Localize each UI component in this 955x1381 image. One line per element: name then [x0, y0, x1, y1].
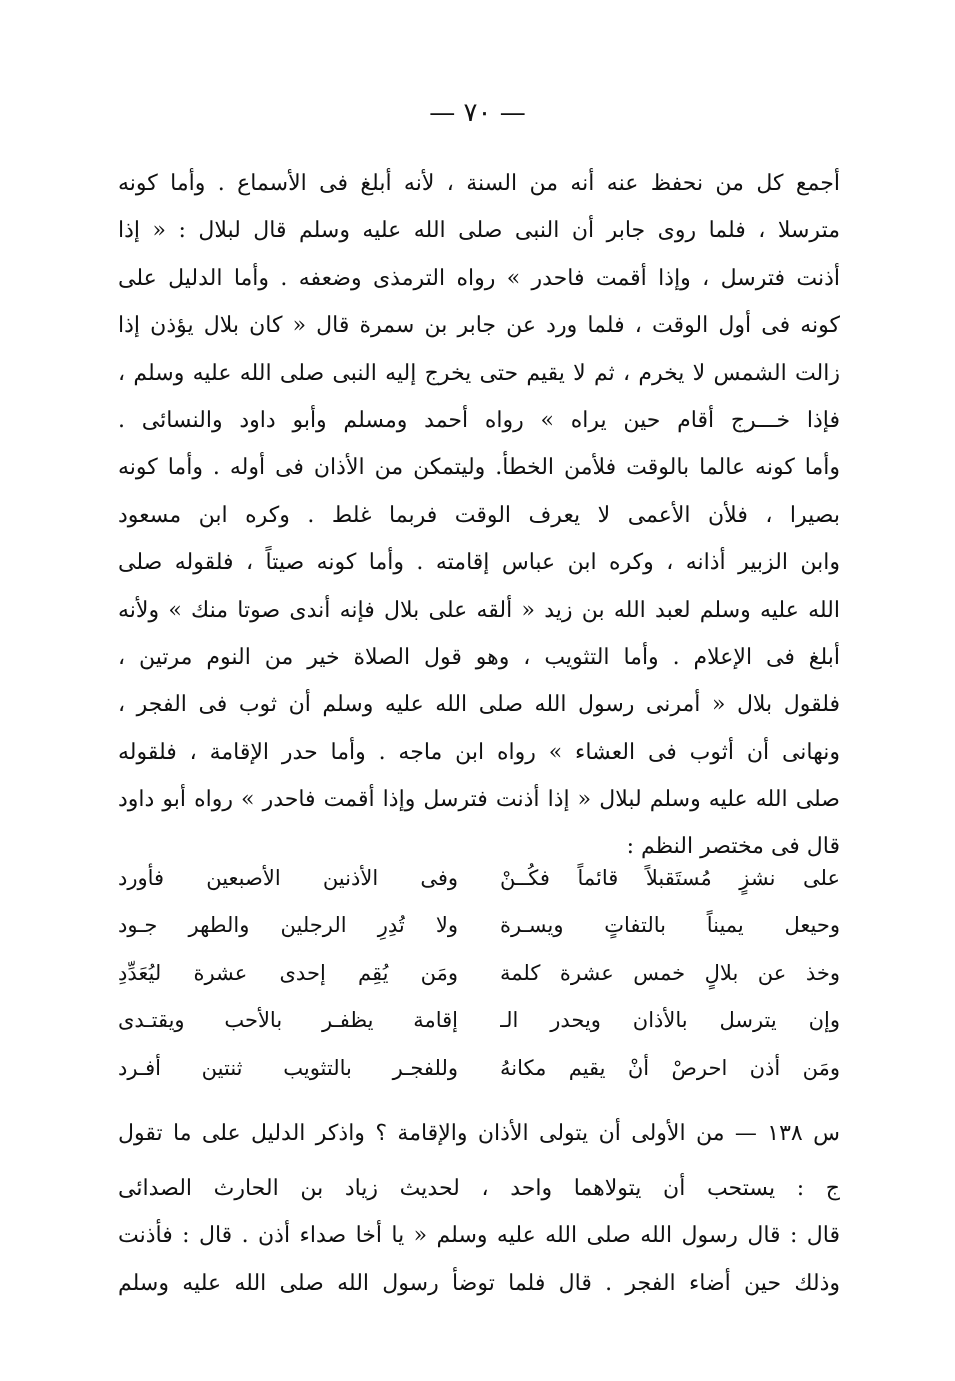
text-line: فلقول بلال « أمرنى رسول الله صلى الله عليه وسلم أن ثوب فى الفجر ،: [118, 692, 840, 718]
text-line: بصيرا ، فلأن الأعمى لا يعرف الوقت فربما غلط . وكره ابن مسعود: [118, 502, 840, 528]
text-line: وذلك حين أضاء الفجر . قال فلما توضأ رسول الله صلى الله عليه وسلم: [118, 1270, 840, 1296]
verse-second-hemistich: ولا تُدِرِ الرجلين والطهر جـود: [118, 913, 458, 938]
text-line: أبلغ فى الإعلام . وأما التثويب ، وهو قول الصلاة خير من النوم مرتين ،: [118, 644, 840, 670]
verse-second-hemistich: وفى الأذنين الأصبعين فأورد: [118, 866, 458, 890]
text-line: زالت الشمس لا يخرم ، ثم لا يقيم حتى يخرج إليه النبى صلى الله عليه وسلم ،: [118, 360, 840, 386]
poem-verse: [118, 902, 840, 949]
text-line: مترسلا ، فلما روى جابر أن النبى صلى الله عليه وسلم قال لبلال : « إذا: [118, 218, 840, 244]
poem-verse: [118, 855, 840, 902]
verse-first-hemistich: وإن يترسل بالأذان ويحدر الـ: [500, 1008, 840, 1033]
text-line: أذنت فترسل ، وإذا أقمت فاحدر » رواه الترمذى وضعفه . وأما الدليل على: [118, 265, 840, 291]
poem-intro-line: قال فى مختصر النظم :: [626, 834, 840, 860]
poem: [118, 855, 840, 1092]
verse-first-hemistich: على نشزٍ مُستَقبلاً قائماً فكُــنْ: [500, 866, 840, 890]
question-heading: س ١٣٨ — من الأولى أن يتولى الأذان والإقامة ؟ واذكر الدليل على ما تقول: [118, 1121, 840, 1146]
verse-second-hemistich: ومَن يُقِم إحدى عشرة ليُعَدِّدِ: [118, 960, 458, 985]
text-line: ونهانى أن أثوب فى العشاء » رواه ابن ماجه . وأما حدر الإقامة ، فلقوله: [118, 739, 840, 765]
answer-text: [118, 1165, 840, 1307]
poem-verse: [118, 950, 840, 997]
text-line: أجمع كل من نحفظ عنه أنه من السنة ، لأنه أبلغ فى الأسماع . وأما كونه: [118, 171, 840, 196]
text-line: كونه فى أول الوقت ، فلما ورد عن جابر بن سمرة قال « كان بلال يؤذن إذا: [118, 313, 840, 339]
text-line: وابن الزبير أذانه ، وكره ابن عباس إقامته . وأما كونه صيتاً ، فلقوله صلى: [118, 550, 840, 576]
poem-verse: [118, 1045, 840, 1092]
text-line: قال : قال رسول الله صلى الله عليه وسلم « يا أخا صداء أذن . قال : فأذنت: [118, 1223, 840, 1249]
verse-first-hemistich: وخذ عن بلالٍ خمس عشرة كلمة: [500, 960, 840, 985]
text-line: وأما كونه عالما بالوقت فلأمن الخطأ. وليتمكن من الأذان فى أوله . وأما كونه: [118, 455, 840, 481]
verse-first-hemistich: وحيعل يميناً بالتفاتٍ ويسـرة: [500, 913, 840, 938]
body-text: [118, 160, 840, 871]
text-line: الله عليه وسلم لعبد الله بن زيد « ألقه على بلال فإنه أندى صوتا منك » ولأنه: [118, 597, 840, 623]
page-number: — ٧٠ —: [429, 98, 526, 128]
poem-verse: [118, 997, 840, 1044]
verse-first-hemistich: ومَن أذن احرصْ أنْ يقيم مكانهُ: [500, 1055, 840, 1080]
verse-second-hemistich: وللفجـر بالتثويب ثنتين أفـرد: [118, 1055, 458, 1080]
text-line: ج : يستحب أن يتولاهما واحد ، لحديث زياد بن الحارث الصدائى: [118, 1176, 840, 1201]
text-line: فإذا خـــرج أقام حين يراه » رواه أحمد ومسلم وأبو داود والنسائى .: [118, 407, 840, 433]
verse-second-hemistich: إقامة يظفـر بالأحب ويقتـدى: [118, 1008, 458, 1033]
text-line: صلى الله عليه وسلم لبلال « إذا أذنت فترسل وإذا أقمت فاحدر » رواه أبو داود: [118, 787, 840, 813]
